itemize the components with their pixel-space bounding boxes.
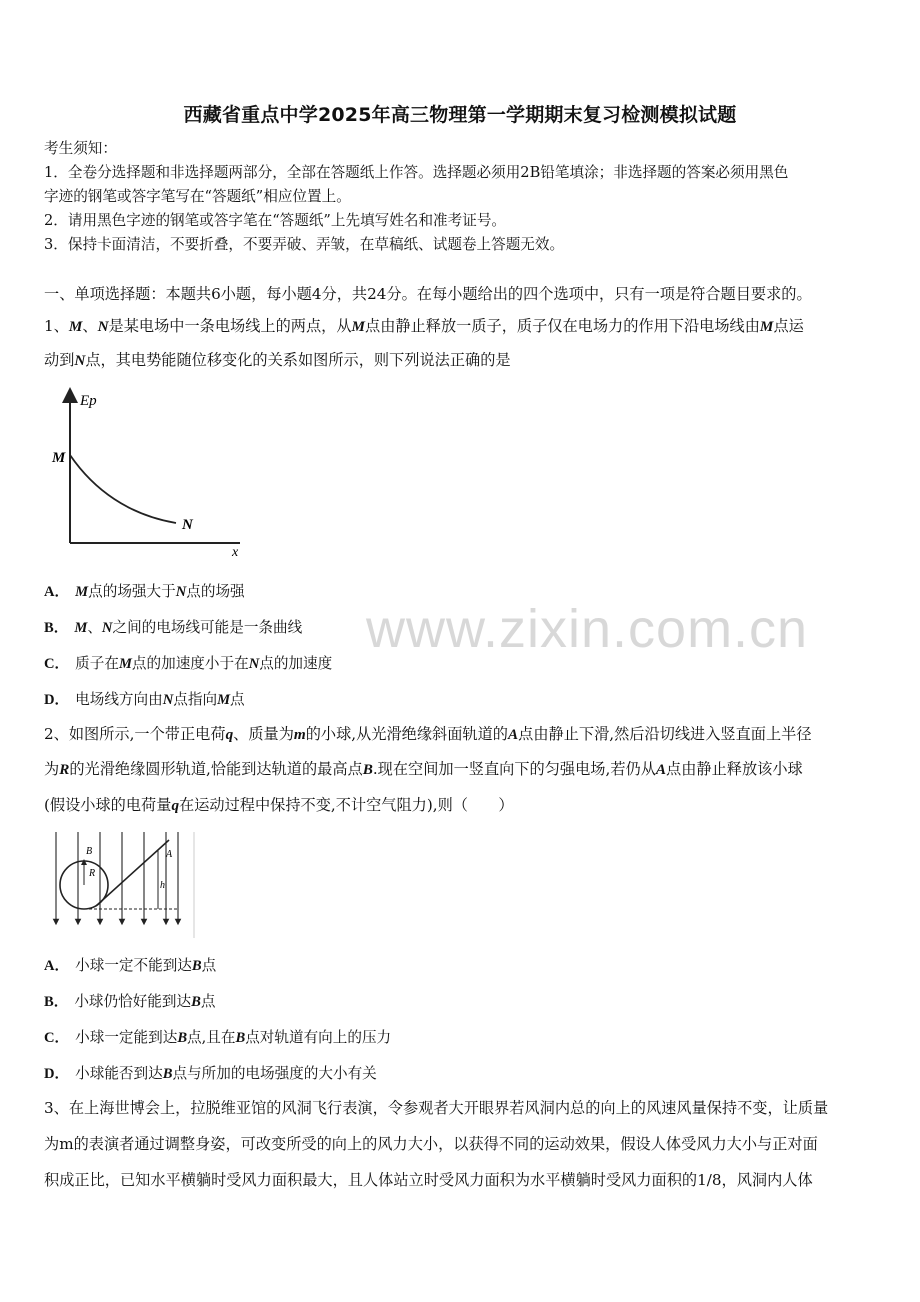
q1-option-c[interactable]: C． 质子在M点的加速度小于在N点的加速度 xyxy=(44,655,333,672)
label-h: h xyxy=(160,880,165,891)
y-axis-label: Ep xyxy=(80,393,97,409)
q1-option-a[interactable]: A． M点的场强大于N点的场强 xyxy=(44,583,245,600)
point-m-label: M xyxy=(52,450,66,466)
question-3-line-2: 为m的表演者通过调整身姿，可改变所受的向上的风力大小，以获得不同的运动效果，假设人体受风力大小与正对面 xyxy=(44,1135,818,1153)
question-2-line-2: 为R的光滑绝缘圆形轨道,恰能到达轨道的最高点B.现在空间加一竖直向下的匀强电场,若仍从A点由静止释放该小球 xyxy=(44,760,803,778)
q2-option-b[interactable]: B． 小球仍恰好能到达B点 xyxy=(44,993,216,1010)
label-b: B xyxy=(86,846,93,857)
notice-item: 1．全卷分选择题和非选择题两部分，全部在答题纸上作答。选择题必须用2B铅笔填涂；非选择题的答案必须用黑色 xyxy=(44,164,789,181)
q2-option-d[interactable]: D． 小球能否到达B点与所加的电场强度的大小有关 xyxy=(44,1065,377,1082)
x-axis-label: x xyxy=(232,545,239,560)
q2-option-c[interactable]: C． 小球一定能到达B点,且在B点对轨道有向上的压力 xyxy=(44,1029,392,1046)
watermark: www.zixin.com.cn xyxy=(366,599,809,659)
notice-item: 字迹的钢笔或答字笔写在“答题纸”相应位置上。 xyxy=(44,188,351,205)
notice-item: 2．请用黑色字迹的钢笔或答字笔在“答题纸”上先填写姓名和准考证号。 xyxy=(44,212,507,229)
exam-title: 西藏省重点中学2025年高三物理第一学期期末复习检测模拟试题 xyxy=(183,104,737,126)
q1-option-b[interactable]: B． M、N之间的电场线可能是一条曲线 xyxy=(44,619,303,636)
notice-item: 3．保持卡面清洁，不要折叠，不要弄破、弄皱，在草稿纸、试题卷上答题无效。 xyxy=(44,236,565,253)
label-r: R xyxy=(89,868,96,879)
question-3-line-1: 3、在上海世博会上，拉脱维亚馆的风洞飞行表演，令参观者大开眼界若风洞内总的向上的风速风量保持不变，让质量 xyxy=(44,1099,829,1117)
question-2-figure xyxy=(44,830,204,942)
question-1-figure xyxy=(44,385,254,560)
question-2-line-1: 2、如图所示,一个带正电荷q、质量为m的小球,从光滑绝缘斜面轨道的A点由静止下滑,然后沿切线进入竖直面上半径 xyxy=(44,725,812,743)
point-n-label: N xyxy=(182,517,193,533)
notice-heading: 考生须知： xyxy=(44,140,117,157)
q1-option-d[interactable]: D． 电场线方向由N点指向M点 xyxy=(44,691,245,708)
section-heading: 一、单项选择题：本题共6小题，每小题4分，共24分。在每小题给出的四个选项中，只有一项是符合题目要求的。 xyxy=(44,285,812,303)
question-3-line-3: 积成正比，已知水平横躺时受风力面积最大，且人体站立时受风力面积为水平横躺时受风力面积的1/8，风洞内人体 xyxy=(44,1171,813,1189)
question-2-line-3: (假设小球的电荷量q在运动过程中保持不变,不计空气阻力),则（ ） xyxy=(44,796,514,814)
q2-option-a[interactable]: A． 小球一定不能到达B点 xyxy=(44,957,217,974)
question-1-line-1: 1、M、N是某电场中一条电场线上的两点，从M点由静止释放一质子，质子仅在电场力的作用下沿电场线由M点运 xyxy=(44,317,804,335)
question-1-line-2: 动到N点，其电势能随位移变化的关系如图所示，则下列说法正确的是 xyxy=(44,351,511,369)
label-a: A xyxy=(166,849,173,860)
